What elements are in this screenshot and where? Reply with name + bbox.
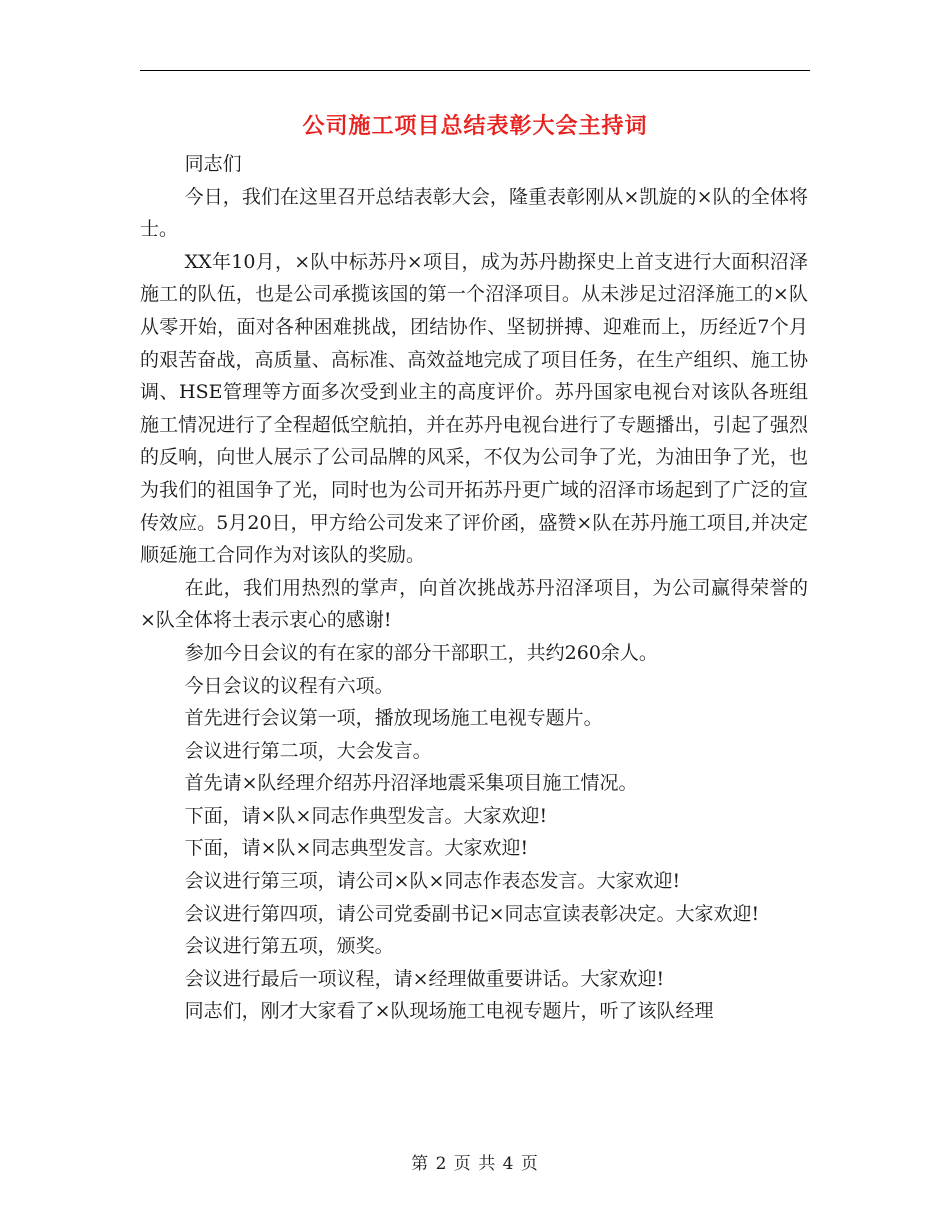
paragraph: 会议进行第三项，请公司×队×同志作表态发言。大家欢迎! [184, 870, 681, 893]
paragraph: 下面，请×队×同志作典型发言。大家欢迎! [184, 804, 548, 827]
document-title: 公司施工项目总结表彰大会主持词 [302, 113, 648, 139]
paragraph: 参加今日会议的有在家的部分干部职工，共约260余人。 [184, 641, 658, 664]
paragraph: XX年10月，×队中标苏丹×项目，成为苏丹勘探史上首支进行大面积沼泽施工的队伍，也是公司承揽该国的第一个沼泽项目。从未涉足过沼泽施工的×队从零开始，面对各种困难挑战，团结协作、坚韧拼搏、迎难而上，历经近7个月的艰苦奋战，高质量、高标准、高效益地完成了项目任务，在生产组织、施工协调、HSE管理等方面多次受到业主的高度评价。苏丹国家电视台对该队各班组施工情况进行了全程超低空航拍，并在苏丹电视台进行了专题播出，引起了强烈的反响，向世人展示了公司品牌的风采，不仅为公司争了光，为油田争了光，也为我们的祖国争了光，同时也为公司开拓苏丹更广域的沼泽市场起到了广泛的宣传效应。5月20日，甲方给公司发来了评价函，盛赞×队在苏丹施工项目,并决定顺延施工合同作为对该队的奖励。 [140, 250, 808, 567]
paragraph: 今日会议的议程有六项。 [184, 674, 394, 697]
paragraph: 会议进行第四项，请公司党委副书记×同志宣读表彰决定。大家欢迎! [184, 902, 760, 925]
paragraph: 会议进行最后一项议程，请×经理做重要讲话。大家欢迎! [184, 967, 665, 990]
paragraph: 会议进行第二项，大会发言。 [184, 739, 432, 762]
paragraph: 同志们 [184, 153, 242, 175]
document-body [140, 148, 808, 1028]
paragraph: 首先进行会议第一项，播放现场施工电视专题片。 [184, 707, 603, 730]
paragraph: 下面，请×队×同志典型发言。大家欢迎! [184, 837, 529, 860]
header-rule [140, 70, 810, 71]
paragraph: 今日，我们在这里召开总结表彰大会，隆重表彰刚从×凯旋的×队的全体将士。 [140, 185, 808, 241]
paragraph: 首先请×队经理介绍苏丹沼泽地震采集项目施工情况。 [184, 772, 638, 795]
paragraph: 同志们，刚才大家看了×队现场施工电视专题片，听了该队经理 [184, 1000, 714, 1023]
paragraph: 在此，我们用热烈的掌声，向首次挑战苏丹沼泽项目，为公司赢得荣誉的×队全体将士表示衷心的感谢! [140, 576, 808, 632]
page-number: 第 2 页 共 4 页 [411, 1154, 539, 1174]
paragraph: 会议进行第五项，颁奖。 [184, 935, 394, 958]
